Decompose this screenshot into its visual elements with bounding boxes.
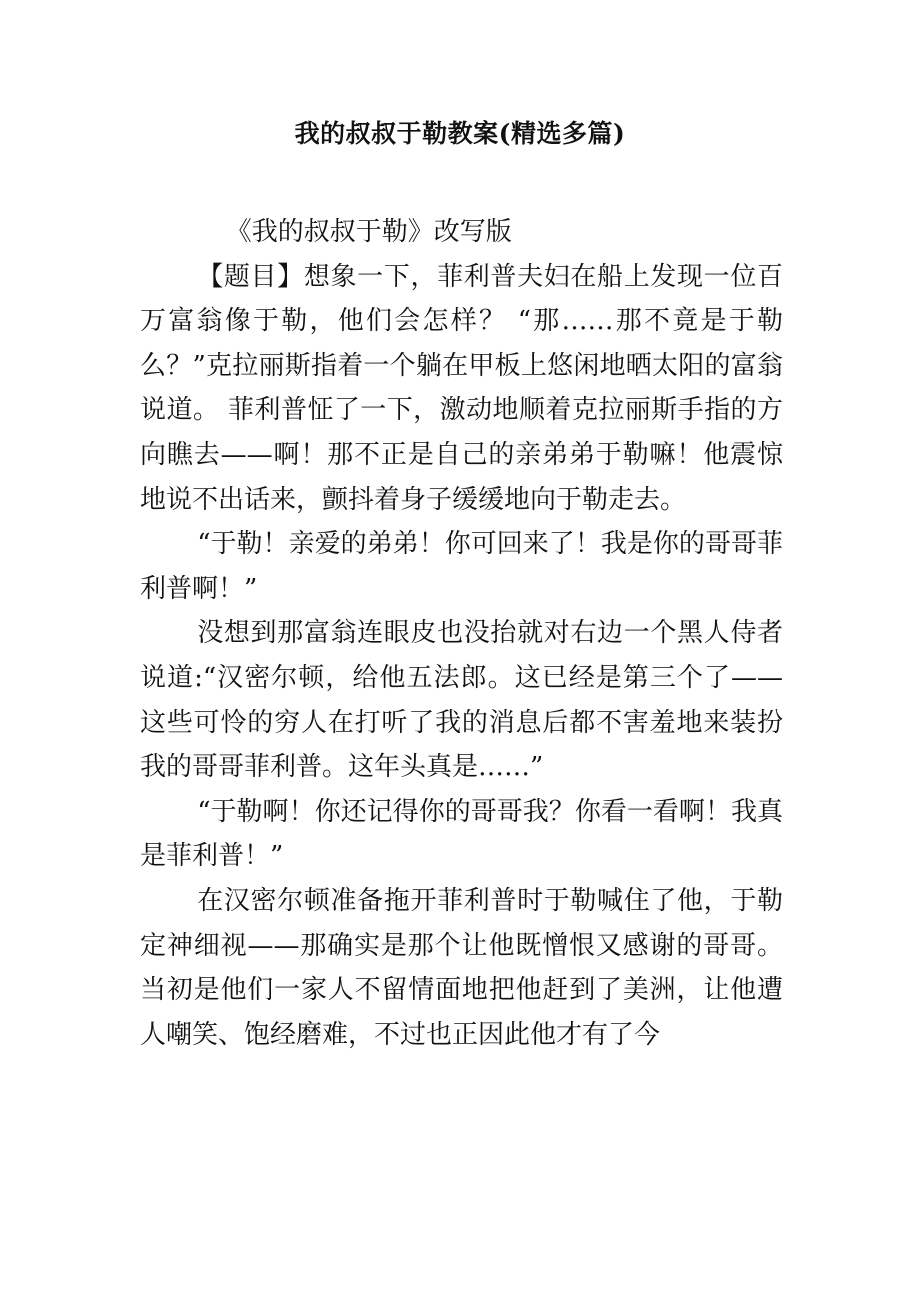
paragraph: 没想到那富翁连眼皮也没抬就对右边一个黑人侍者说道:“汉密尔顿，给他五法郎。这已经是第三个了——这些可怜的穷人在打听了我的消息后都不害羞地来装扮我的哥哥菲利普。这年头真是……” xyxy=(140,618,783,783)
paragraph: “于勒啊！你还记得你的哥哥我？你看一看啊！我真是菲利普！” xyxy=(140,796,783,872)
paragraph: 【题目】想象一下，菲利普夫妇在船上发现一位百万富翁像于勒，他们会怎样？ “那……那不竟是于勒么？”克拉丽斯指着一个躺在甲板上悠闲地晒太阳的富翁说道。 菲利普怔了一下，激动地顺着克拉丽斯手指的方向瞧去——啊！那不正是自己的亲弟弟于勒嘛！他震惊地说不出话来，颤抖着身子缓缓地向于勒走去。 xyxy=(140,261,783,515)
paragraph: “于勒！亲爱的弟弟！你可回来了！我是你的哥哥菲利普啊！” xyxy=(140,529,783,604)
document-subtitle: 《我的叔叔于勒》改写版 xyxy=(225,217,512,247)
document-body xyxy=(140,210,783,1057)
document-title: 我的叔叔于勒教案(精选多篇) xyxy=(294,119,626,148)
paragraph: 在汉密尔顿准备拖开菲利普时于勒喊住了他，于勒定神细视——那确实是那个让他既憎恨又感谢的哥哥。当初是他们一家人不留情面地把他赶到了美洲，让他遭人嘲笑、饱经磨难，不过也正因此他才有了今 xyxy=(140,885,783,1050)
